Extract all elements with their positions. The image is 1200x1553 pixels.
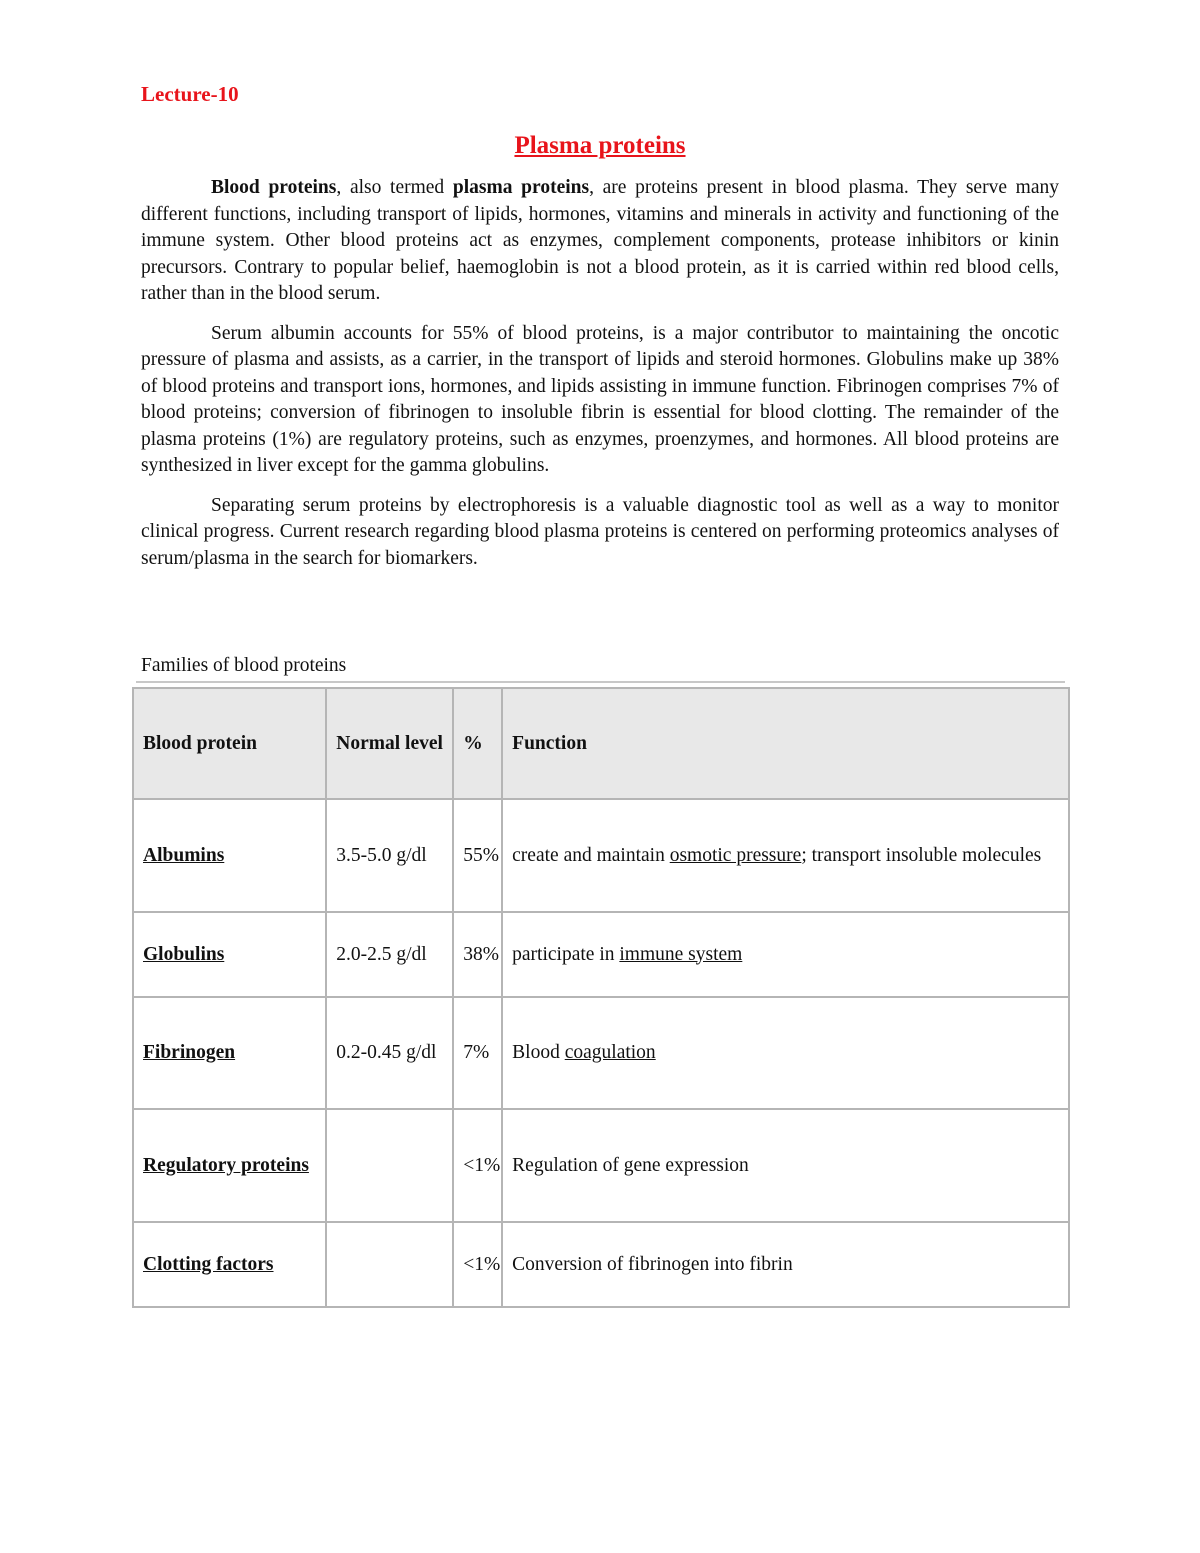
table-header-row	[133, 688, 1069, 799]
cell-function: Regulation of gene expression	[502, 1109, 1069, 1222]
body-text	[141, 175, 1059, 585]
header-normal-level: Normal level	[326, 688, 453, 799]
cell-function	[502, 912, 1069, 997]
function-link-osmotic-pressure[interactable]: osmotic pressure	[669, 844, 802, 866]
cell-function	[502, 997, 1069, 1109]
function-text: create and maintain	[512, 844, 670, 866]
lecture-label: Lecture-10	[141, 82, 239, 106]
cell-function	[502, 799, 1069, 912]
paragraph-1-text-b: , are proteins present in blood plasma. They serve many different functions, including transport of lipids, hormones, vitamins and minerals in activity and functioning of the immune system. Other blood proteins act as enzymes, complement components, protease inhibitors or kinin precursors. Contrary to popular belief, haemoglobin is not a blood protein, as it is carried within red blood cells, rather than in the blood serum.	[141, 177, 1060, 304]
table-row	[133, 997, 1069, 1109]
table-row	[133, 799, 1069, 912]
term-plasma-proteins: plasma proteins	[452, 177, 590, 198]
header-function: Function	[502, 688, 1069, 799]
table-caption: Families of blood proteins	[141, 655, 347, 676]
protein-link-clotting-factors[interactable]: Clotting factors	[143, 1253, 274, 1275]
table-row	[133, 1109, 1069, 1222]
function-text: Blood	[512, 1042, 565, 1063]
header-blood-protein: Blood protein	[133, 688, 326, 799]
header-percent: %	[453, 688, 502, 799]
function-link-immune-system[interactable]: immune system	[619, 943, 743, 965]
protein-link-albumins[interactable]: Albumins	[143, 844, 225, 866]
page-title: Plasma proteins	[514, 132, 686, 159]
cell-level: 3.5-5.0 g/dl	[326, 799, 453, 912]
protein-link-fibrinogen[interactable]: Fibrinogen	[143, 1042, 236, 1063]
blood-proteins-table	[132, 687, 1070, 1308]
cell-percent: <1%	[453, 1222, 502, 1307]
paragraph-1-text-a: , also termed	[336, 177, 453, 198]
cell-percent: 38%	[453, 912, 502, 997]
cell-percent: <1%	[453, 1109, 502, 1222]
cell-level	[326, 1222, 453, 1307]
paragraph-3: Separating serum proteins by electrophoresis is a valuable diagnostic tool as well as a way to monitor clinical progress. Current research regarding blood plasma proteins is centered on performing proteomics analyses of serum/plasma in the search for biomarkers.	[141, 494, 1059, 569]
cell-level: 0.2-0.45 g/dl	[326, 997, 453, 1109]
cell-level: 2.0-2.5 g/dl	[326, 912, 453, 997]
protein-link-globulins[interactable]: Globulins	[143, 943, 225, 965]
cell-function: Conversion of fibrinogen into fibrin	[502, 1222, 1069, 1307]
table-row	[133, 1222, 1069, 1307]
table-row	[133, 912, 1069, 997]
caption-divider	[136, 681, 1065, 683]
function-link-coagulation[interactable]: coagulation	[564, 1042, 656, 1063]
term-blood-proteins: Blood proteins	[211, 177, 337, 198]
function-text: ; transport insoluble molecules	[801, 844, 1042, 866]
cell-level	[326, 1109, 453, 1222]
cell-percent: 55%	[453, 799, 502, 912]
function-text: participate in	[512, 943, 620, 965]
cell-percent: 7%	[453, 997, 502, 1109]
paragraph-2: Serum albumin accounts for 55% of blood proteins, is a major contributor to maintaining the oncotic pressure of plasma and assists, as a carrier, in the transport of lipids and steroid hormones. Globulins make up 38% of blood proteins and transport ions, hormones, and lipids assisting in immune function. Fibrinogen comprises 7% of blood proteins; conversion of fibrinogen to insoluble fibrin is essential for blood clotting. The remainder of the plasma proteins (1%) are regulatory proteins, such as enzymes, proenzymes, and hormones. All blood proteins are synthesized in liver except for the gamma globulins.	[141, 322, 1059, 476]
paragraph-1	[141, 175, 1059, 308]
protein-link-regulatory-proteins[interactable]: Regulatory proteins	[143, 1154, 309, 1176]
